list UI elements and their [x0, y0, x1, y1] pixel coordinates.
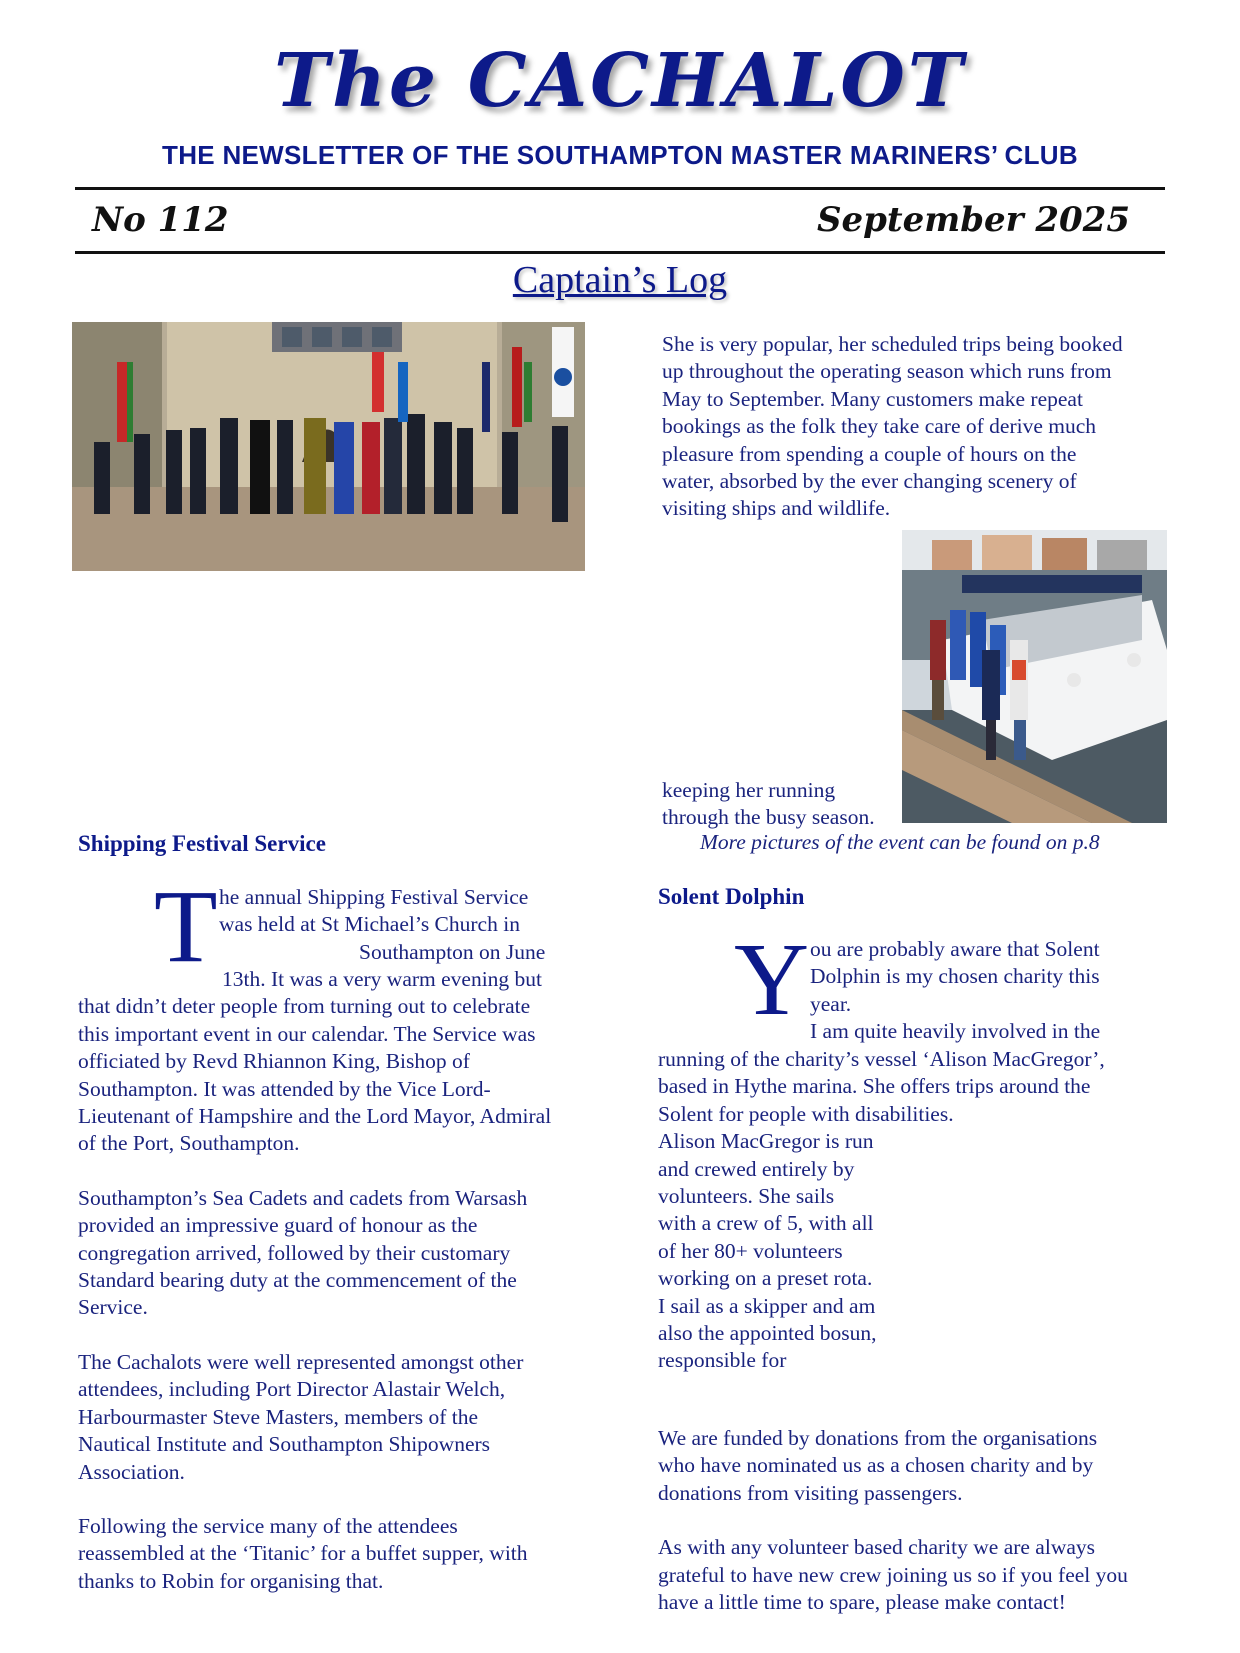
text-line: this important event in our calendar. The Service was — [78, 1021, 536, 1046]
dropcap-t: T — [154, 869, 218, 984]
text-line: keeping her running — [662, 778, 836, 802]
text-line: Dolphin is my chosen charity this — [810, 964, 1100, 989]
text-line: Alison MacGregor is run — [658, 1129, 874, 1154]
text-line: Solent for people with disabilities. — [658, 1101, 954, 1126]
text-line: have a little time to spare, please make contact! — [658, 1590, 1066, 1615]
text-line: congregation arrived, followed by their customary — [78, 1240, 511, 1265]
text-line: donations from visiting passengers. — [658, 1480, 963, 1505]
dolphin-paragraph-1 — [658, 1046, 1183, 1375]
text-line: Service. — [78, 1295, 148, 1320]
popularity-paragraph — [662, 331, 1182, 523]
text-line: Standard bearing duty at the commencement of the — [78, 1268, 517, 1293]
issue-date: September 2025 — [816, 200, 1130, 240]
text-line: Harbourmaster Steve Masters, members of the — [78, 1404, 479, 1429]
text-line: year. — [810, 991, 852, 1016]
newsletter-title: The CACHALOT — [274, 38, 966, 124]
bottom-divider — [75, 251, 1165, 254]
issue-number: No 112 — [92, 200, 229, 240]
photo-caption: More pictures of the event can be found on p.8 — [700, 830, 1100, 854]
text-line: ou are probably aware that Solent — [810, 937, 1100, 961]
text-line: May to September. Many customers make repeat — [662, 386, 1083, 411]
text-line: Following the service many of the attendees — [78, 1513, 458, 1538]
shipping-festival-heading: Shipping Festival Service — [78, 831, 326, 856]
text-line: We are funded by donations from the organisations — [658, 1426, 1098, 1450]
text-line: working on a preset rota. — [658, 1266, 873, 1291]
text-line: Southampton on June — [359, 939, 546, 964]
festival-intro — [219, 884, 579, 966]
text-line: of her 80+ volunteers — [658, 1238, 843, 1263]
text-line: provided an impressive guard of honour as the — [78, 1213, 478, 1238]
text-line: As with any volunteer based charity we are always — [658, 1535, 1096, 1560]
solent-dolphin-heading: Solent Dolphin — [658, 884, 805, 909]
text-line: volunteers. She sails — [658, 1184, 835, 1209]
text-line: visiting ships and wildlife. — [662, 496, 891, 521]
text-line: I am quite heavily involved in the — [810, 1019, 1101, 1044]
text-line: Lieutenant of Hampshire and the Lord Mayor, Admiral — [78, 1104, 552, 1129]
church-group-photo — [72, 322, 585, 571]
text-line: Nautical Institute and Southampton Shipowners — [78, 1432, 491, 1457]
text-line: attendees, including Port Director Alastair Welch, — [78, 1377, 506, 1402]
text-line: of the Port, Southampton. — [78, 1131, 300, 1156]
text-line: pleasure from spending a couple of hours on the — [662, 441, 1077, 466]
text-line: bookings as the folk they take care of derive much — [662, 414, 1097, 439]
text-line: thanks to Robin for organising that. — [78, 1568, 384, 1593]
boat-crew-photo — [902, 530, 1167, 823]
text-line: and crewed entirely by — [658, 1156, 855, 1181]
text-line: that didn’t deter people from turning out to celebrate — [78, 994, 531, 1019]
text-line: up throughout the operating season which runs from — [662, 359, 1112, 384]
text-line: She is very popular, her scheduled trips being booked — [662, 332, 1123, 356]
text-line: Southampton. It was attended by the Vice Lord- — [78, 1076, 491, 1101]
text-line: he annual Shipping Festival Service — [219, 885, 529, 909]
section-title: Captain’s Log — [512, 259, 728, 301]
text-line: The Cachalots were well represented amongst other — [78, 1349, 524, 1374]
text-line: responsible for — [658, 1348, 787, 1373]
text-line: Association. — [78, 1459, 185, 1484]
continuation-text — [662, 777, 902, 832]
top-divider — [75, 187, 1165, 190]
text-line: 13th. It was a very warm evening but — [222, 967, 543, 991]
text-line: with a crew of 5, with all — [658, 1211, 874, 1236]
text-line: officiated by Revd Rhiannon King, Bishop of — [78, 1049, 470, 1074]
text-line: Southampton’s Sea Cadets and cadets from Warsash — [78, 1185, 528, 1210]
text-line: reassembled at the ‘Titanic’ for a buffet supper, with — [78, 1541, 528, 1566]
dolphin-paragraph-2 — [658, 1425, 1183, 1616]
text-line: running of the charity’s vessel ‘Alison MacGregor’, — [658, 1047, 1105, 1071]
text-line: through the busy season. — [662, 805, 875, 830]
text-line: was held at St Michael’s Church in — [219, 912, 520, 937]
dolphin-intro — [810, 936, 1180, 1046]
dropcap-y: Y — [734, 922, 810, 1037]
newsletter-subtitle: THE NEWSLETTER OF THE SOUTHAMPTON MASTER MARINERS’ CLUB — [162, 140, 1078, 170]
text-line: I sail as a skipper and am — [658, 1293, 876, 1318]
festival-paragraph-1 — [78, 966, 598, 1595]
text-line: based in Hythe marina. She offers trips around the — [658, 1074, 1091, 1099]
text-line: also the appointed bosun, — [658, 1321, 877, 1346]
text-line: who have nominated us as a chosen charity and by — [658, 1453, 1094, 1478]
text-line: grateful to have new crew joining us so if you feel you — [658, 1562, 1128, 1587]
text-line: water, absorbed by the ever changing scenery of — [662, 469, 1077, 494]
